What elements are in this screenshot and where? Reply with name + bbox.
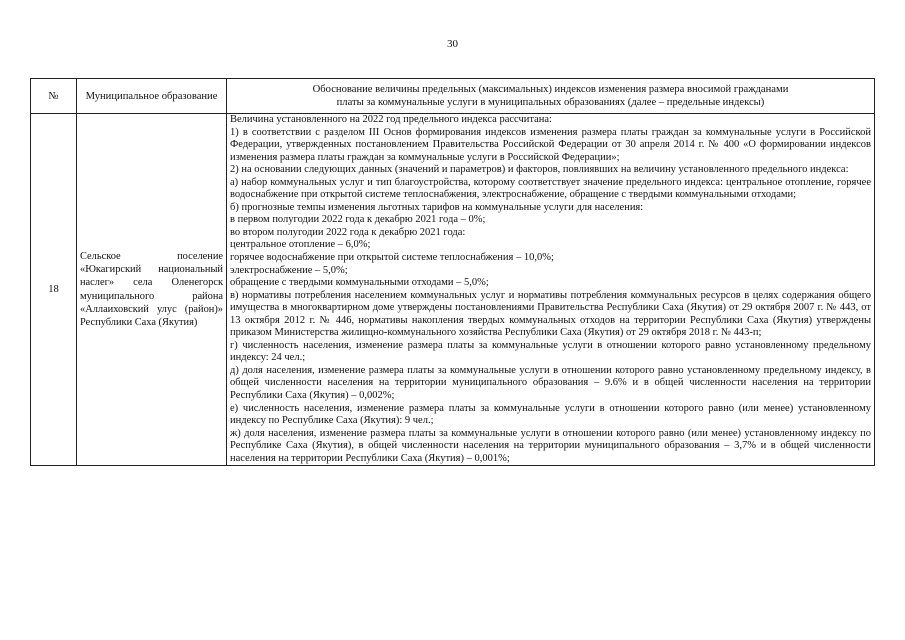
header-justification-line2: платы за коммунальные услуги в муниципальных образованиях (далее – предельные индексы) (336, 97, 765, 108)
header-num: № (31, 79, 77, 114)
justification-paragraph: обращение с твердыми коммунальными отходами – 5,0%; (230, 277, 489, 289)
page-number: 30 (447, 38, 458, 50)
justification-paragraph: е) численность населения, изменение размера платы за коммунальные услуги в отношении которого равно (или менее) установленному индексу по Республике Саха (Якутия): 9 чел.; (230, 402, 871, 427)
justification-paragraph: б) прогнозные темпы изменения льготных тарифов на коммунальные услуги для населения: (230, 201, 644, 213)
justification-paragraph: а) набор коммунальных услуг и тип благоустройства, которому соответствует значение предельного индекса: центральное отопление, горячее водоснабжение при открытой системе теплоснабжения, электроснабжение, обращение с твердыми коммунальными отходами; (230, 176, 871, 201)
justification-paragraph: д) доля населения, изменение размера платы за коммунальные услуги в отношении которого равно установленному предельному индексу, в общей численности населения на территории муниципального образования – 9.6% и в общей численности населения на территории Республики Саха (Якутия) – 0,002%; (230, 364, 871, 402)
header-municipality: Муниципальное образование (77, 79, 227, 114)
justification-paragraph: в первом полугодии 2022 года к декабрю 2021 года – 0%; (230, 214, 486, 226)
justification-paragraph: 1) в соответствии с разделом III Основ формирования индексов изменения размера платы граждан за коммунальные услуги в Российской Федерации, утвержденных постановлением Правительства Российской Федерации от 30 апреля 2014 г. № 400 «О формировании индексов изменения размера платы граждан за коммунальные услуги в Российской Федерации»; (230, 126, 871, 163)
header-justification (227, 79, 875, 114)
justification-paragraph: во втором полугодии 2022 года к декабрю 2021 года: (230, 226, 466, 238)
justification-table (30, 78, 875, 466)
header-justification-line1: Обоснование величины предельных (максимальных) индексов изменения размера вносимой гражданами (312, 84, 789, 95)
row-number: 18 (31, 114, 77, 466)
row-justification (227, 114, 875, 466)
row-municipality: Сельское поселение «Юкагирский национальный наслег» села Оленегорск муниципального района «Аллаиховский улус (район)» Республики Саха (Якутия) (77, 114, 227, 466)
justification-paragraph: горячее водоснабжение при открытой системе теплоснабжения – 10,0%; (230, 252, 554, 264)
justification-paragraph: в) нормативы потребления населением коммунальных услуг и нормативы потребления коммунальных ресурсов в целях содержания общего имущества в многоквартирном доме утверждены постановлениями Правительства Республики Саха (Якутия) от 29 октября 2007 г. № 443, от 13 октября 2012 г. № 446, нормативы накопления твердых коммунальных отходов на территории Республики Саха (Якутия) утверждены приказом Министерства жилищно-коммунального хозяйства Республики Саха (Якутия) от 29 октября 2018 г. № 443-п; (230, 289, 871, 339)
justification-paragraph: ж) доля населения, изменение размера платы за коммунальные услуги в отношении которого равно (или менее) установленному индексу по Республике Саха (Якутия), в общей численности населения на территории муниципального образования – 3,7% и в общей численности населения на территории Республики Саха (Якутия) – 0,001%; (230, 427, 871, 464)
table-row (31, 114, 875, 466)
justification-paragraph: Величина установленного на 2022 год предельного индекса рассчитана: (230, 114, 552, 125)
table-header-row (31, 79, 875, 114)
justification-paragraph: г) численность населения, изменение размера платы за коммунальные услуги в отношении которого равно установленному предельному индексу: 24 чел.; (230, 339, 871, 364)
justification-paragraph: 2) на основании следующих данных (значений и параметров) и факторов, повлиявших на величину установленного предельного индекса: (230, 164, 849, 176)
justification-paragraph: центральное отопление – 6,0%; (230, 239, 371, 251)
justification-paragraph: электроснабжение – 5,0%; (230, 264, 348, 276)
